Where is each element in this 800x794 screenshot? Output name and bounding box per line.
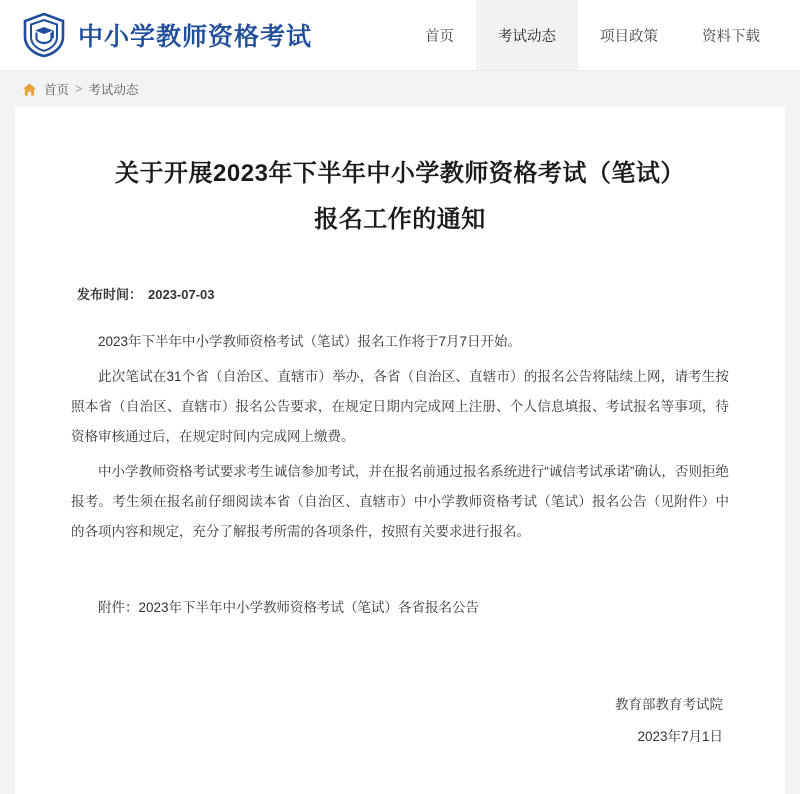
- site-header: [0, 0, 800, 71]
- breadcrumb-home-link[interactable]: 首页: [44, 83, 70, 97]
- article-body: [71, 327, 729, 548]
- page-title: [71, 151, 729, 242]
- breadcrumb: [0, 71, 800, 107]
- publish-time-value: 2023-07-03: [148, 287, 215, 303]
- signature-date: 2023年7月1日: [637, 729, 723, 745]
- article-paragraph: 2023年下半年中小学教师资格考试（笔试）报名工作将于7月7日开始。: [98, 334, 522, 350]
- nav-item-project-policy[interactable]: 项目政策: [600, 28, 658, 45]
- breadcrumb-separator: >: [75, 82, 83, 96]
- signature-org: 教育部教育考试院: [615, 696, 723, 712]
- page-title-line-2: 报名工作的通知: [314, 205, 486, 233]
- nav-item-home[interactable]: 首页: [425, 28, 454, 45]
- article-card: [15, 107, 785, 794]
- attachment-line: 附件：2023年下半年中小学教师资格考试（笔试）各省报名公告: [98, 599, 480, 615]
- publish-meta: [71, 284, 729, 303]
- nav-item-downloads[interactable]: 资料下载: [702, 28, 760, 45]
- graduation-shield-logo-icon: [22, 12, 66, 58]
- article-paragraph: 此次笔试在31个省（自治区、直辖市）举办，各省（自治区、直辖市）的报名公告将陆续上网，请考生按照本省（自治区、直辖市）报名公告要求，在规定日期内完成网上注册、个人信息填报、考试报名等事项，待资格审核通过后，在规定时间内完成网上缴费。: [71, 368, 729, 445]
- main-nav: [403, 0, 800, 70]
- publish-time-label: 发布时间：: [77, 287, 143, 303]
- brand[interactable]: [0, 0, 312, 70]
- page-title-line-1: 关于开展2023年下半年中小学教师资格考试（笔试）: [115, 160, 685, 187]
- signature-block: [71, 689, 729, 754]
- nav-right-spacer: [782, 0, 800, 70]
- article-paragraph: 中小学教师资格考试要求考生诚信参加考试，并在报名前通过报名系统进行“诚信考试承诺”确认，否则拒绝报考。考生须在报名前仔细阅读本省（自治区、直辖市）中小学教师资格考试（笔试）报名公告（见附件）中的各项内容和规定，充分了解报考所需的各项条件，按照有关要求进行报名。: [71, 463, 729, 540]
- home-icon: [22, 82, 37, 97]
- breadcrumb-current: 考试动态: [88, 83, 139, 97]
- nav-item-exam-news[interactable]: 考试动态: [476, 0, 578, 70]
- brand-title: 中小学教师资格考试: [78, 23, 313, 51]
